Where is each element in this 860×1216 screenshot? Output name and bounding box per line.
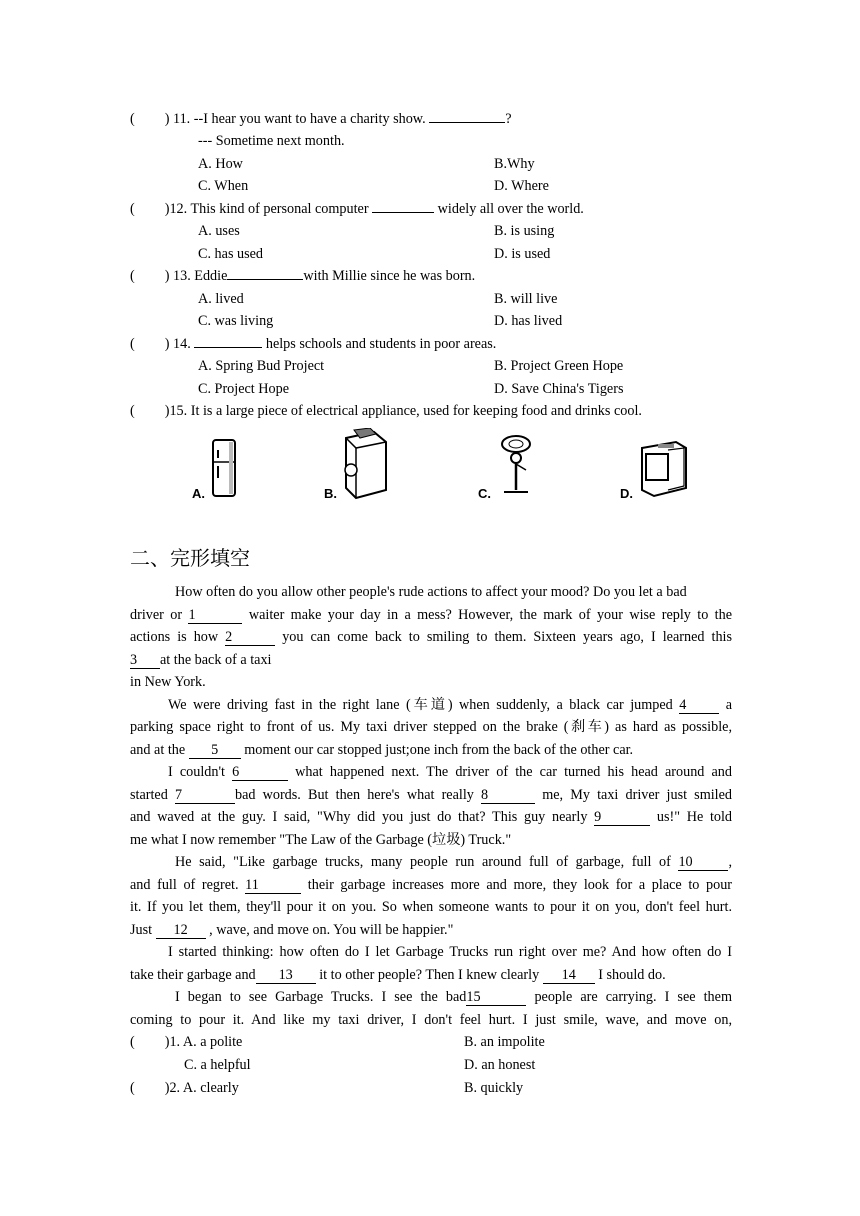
blank-1: 1 (188, 607, 242, 624)
passage-line: and full of regret. 11 their garbage increases more and more, they look for a place to pour (130, 877, 733, 893)
question-12: ( )12. This kind of personal computer widely all over the world. (130, 201, 584, 217)
section-heading: 二、完形填空 (130, 546, 250, 570)
passage-line: I started thinking: how often do I let Garbage Trucks run right over me? And how often do I (168, 944, 732, 960)
passage-line: Just 12 , wave, and move on. You will be happier." (130, 922, 454, 938)
passage-line: I began to see Garbage Trucks. I see the bad15 people are carrying. I see them (175, 989, 732, 1005)
option-b: B. Project Green Hope (494, 358, 624, 374)
passage-line: parking space right to front of us. My taxi driver stepped on the brake (刹车) as hard as possible, (130, 719, 732, 735)
option-a: A. Spring Bud Project (198, 358, 325, 374)
blank-12: 12 (156, 922, 206, 939)
question-11-reply: --- Sometime next month. (198, 133, 345, 149)
blank-6: 6 (232, 764, 288, 781)
question-15: ( )15. It is a large piece of electrical appliance, used for keeping food and drinks cool. (130, 403, 642, 419)
option-d-picture: D. (618, 438, 694, 502)
blank-9: 9 (594, 809, 650, 826)
blank-line (227, 279, 303, 280)
passage-line: take their garbage and 13 it to other people? Then I knew clearly 14 I should do. (130, 967, 666, 983)
television-icon (636, 440, 690, 500)
blank-4: 4 (679, 697, 719, 714)
cloze-question-2: ( )2. A. clearly (130, 1080, 239, 1096)
passage-line: coming to pour it. And like my taxi driver, I don't feel hurt. I just smile, wave, and move on, (130, 1012, 732, 1028)
option-b-picture: B. (322, 428, 392, 502)
cloze-question-1: ( )1. A. a polite (130, 1034, 243, 1050)
blank-2: 2 (225, 629, 275, 646)
blank-8: 8 (481, 787, 535, 804)
option-d: D. Save China's Tigers (494, 381, 624, 397)
refrigerator-icon (210, 438, 240, 500)
passage-line: in New York. (130, 674, 206, 690)
passage-line: me what I now remember "The Law of the Garbage (垃圾) Truck." (130, 832, 512, 848)
option-b: B. an impolite (464, 1034, 545, 1050)
option-b: B. is using (494, 223, 555, 239)
option-a-picture: A. (192, 436, 262, 502)
passage-line: and waved at the guy. I said, "Why did you just do that? This guy nearly 9 us!" He told (130, 809, 733, 825)
passage-line: He said, "Like garbage trucks, many people run around full of garbage, full of 10 , (175, 854, 732, 870)
option-a: A. lived (198, 291, 244, 307)
blank-line (372, 212, 434, 213)
passage-line: How often do you allow other people's rude actions to affect your mood? Do you let a bad (175, 584, 687, 600)
option-c: C. was living (198, 313, 274, 329)
blank-line (429, 122, 505, 123)
passage-line: We were driving fast in the right lane (车道) when suddenly, a black car jumped 4 a (168, 697, 733, 713)
blank-3: 3 (130, 652, 160, 669)
option-a: A. How (198, 156, 243, 172)
blank-15: 15 (466, 989, 526, 1006)
passage-line: started 7 bad words. But then here's what really 8 me, My taxi driver just smiled (130, 787, 733, 803)
passage-line: I couldn't 6 what happened next. The driver of the car turned his head around and (168, 764, 732, 780)
blank-11: 11 (245, 877, 301, 894)
washing-machine-icon (340, 428, 390, 500)
blank-5: 5 (189, 742, 241, 759)
option-c: C. Project Hope (198, 381, 290, 397)
question-11: ( ) 11. --I hear you want to have a charity show. ? (130, 111, 512, 127)
option-b: B. will live (494, 291, 558, 307)
passage-line: 3 at the back of a taxi (130, 652, 272, 668)
passage-line: and at the 5 moment our car stopped just;one inch from the back of the other car. (130, 742, 634, 758)
option-c: C. When (198, 178, 249, 194)
option-a: A. uses (198, 223, 240, 239)
passage-line: it. If you let them, they'll pour it on you. So when someone wants to pour it on you, don't feel hurt. (130, 899, 732, 915)
option-c: C. has used (198, 246, 264, 262)
question-14: ( ) 14. helps schools and students in poor areas. (130, 336, 497, 352)
blank-line (194, 347, 262, 348)
question-13: ( ) 13. Eddie with Millie since he was born. (130, 268, 476, 284)
blank-7: 7 (175, 787, 235, 804)
option-d: D. an honest (464, 1057, 536, 1073)
option-c: C. a helpful (184, 1057, 251, 1073)
option-d: D. Where (494, 178, 549, 194)
option-b: B.Why (494, 156, 535, 172)
fan-icon (496, 434, 536, 498)
blank-14: 14 (543, 967, 595, 984)
blank-10: 10 (678, 854, 728, 871)
option-b: B. quickly (464, 1080, 524, 1096)
option-d: D. has lived (494, 313, 563, 329)
blank-13: 13 (256, 967, 316, 984)
passage-line: driver or 1 waiter make your day in a mess? However, the mark of your wise reply to the (130, 607, 733, 623)
option-c-picture: C. (476, 434, 546, 502)
answer-paren: ( (130, 111, 135, 127)
option-d: D. is used (494, 246, 551, 262)
passage-line: actions is how 2 you can come back to smiling to them. Sixteen years ago, I learned this (130, 629, 733, 645)
